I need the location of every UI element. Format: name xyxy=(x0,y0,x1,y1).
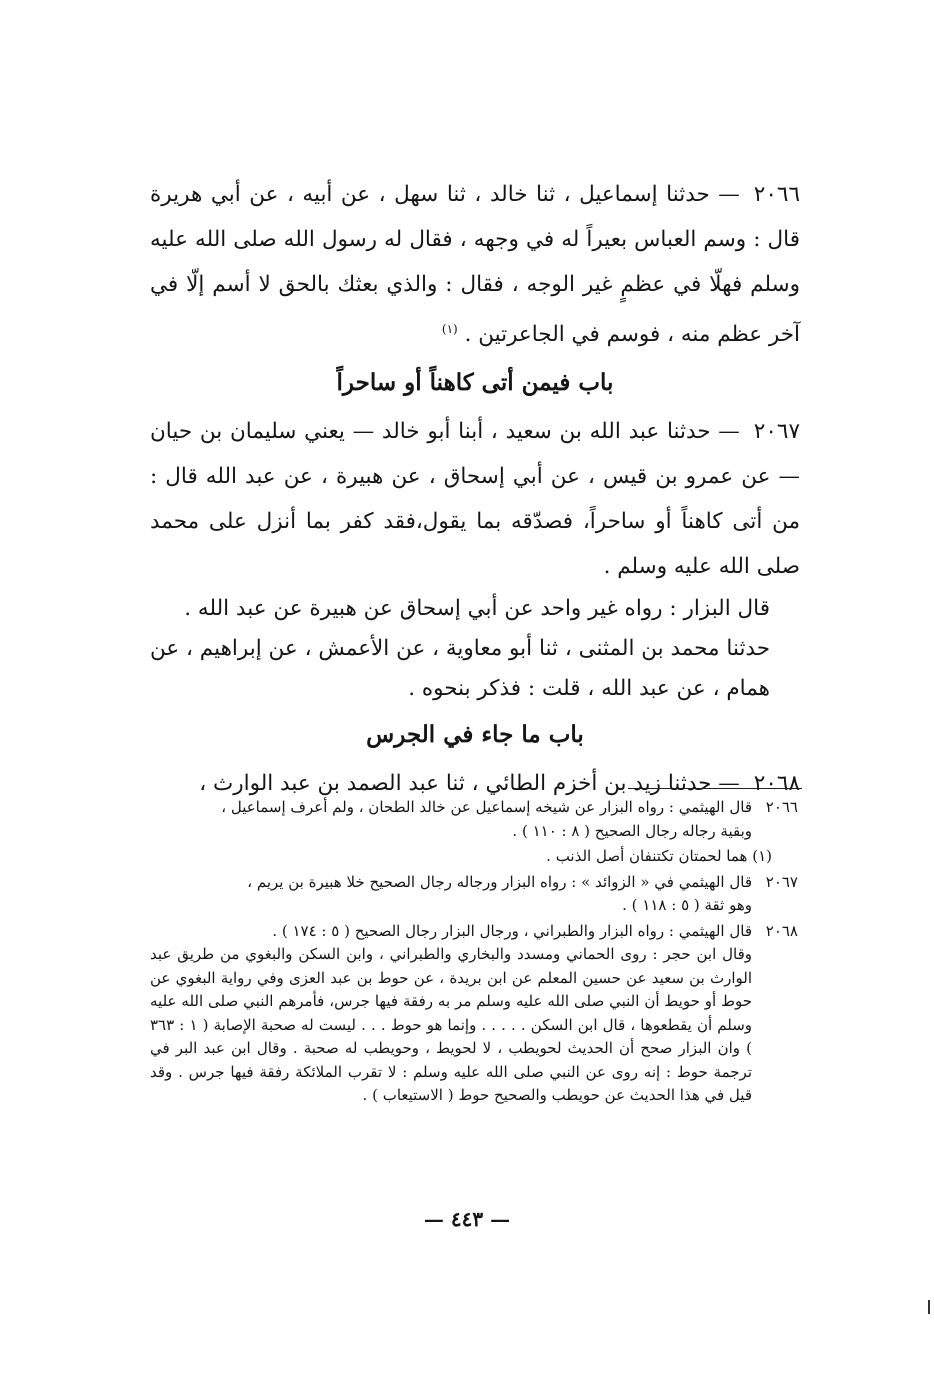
bazzar-note: قال البزار : رواه غير واحد عن أبي إسحاق عن هبيرة عن عبد الله . xyxy=(184,596,770,622)
footnote-marker: (١) xyxy=(441,322,458,336)
footnote-2067 xyxy=(150,871,798,918)
footnote-number: ٢٠٦٨ xyxy=(765,921,798,940)
scan-edge-mark xyxy=(928,1300,930,1314)
footnote-text: وقال ابن حجر : روى الحماني ومسدد والبخاري والطبراني ، وابن السكن والبغوي من طريق عبد الوارث بن سعيد عن حسين المعلم عن ابن بريدة ، عن حوط بن عبد العزى وفي رواية البغوي عن حوط أو حويط أن النبي صلى الله عليه وسلم مر به رفقة فيها جرس، فأمرهم النبي صلى الله عليه وسلم أن يقطعوها ، قال ابن السكن . . . . . وإنما هو حوط . . . ليست له صحبة الإصابة ( ١ : ٣٦٣ ) وان البزار صحح أن الحديث لحويطب ، لا لحويط ، وحويطب له صحبة . وقال ابن عبد البر في ترجمة حوط : إنه روى عن النبي صلى الله عليه وسلم : لا تقرب الملائكة رفقة فيها جرس . وقد قيل في هذا الحديث عن حويطب والصحيح حوط ( الاستيعاب ) . xyxy=(150,945,753,1104)
hadith-number: ٢٠٦٧ xyxy=(753,419,800,445)
footnotes xyxy=(150,796,798,1110)
page-number: — ٤٤٣ — xyxy=(423,1207,511,1231)
hadith-number: ٢٠٦٦ xyxy=(753,182,800,207)
hadith-number: ٢٠٦٨ xyxy=(753,771,800,797)
hadith-text: — حدثنا إسماعيل ، ثنا خالد ، ثنا سهل ، عن أبيه ، عن أبي هريرة قال : وسم العباس بعيراً له في وجهه ، فقال له رسول الله صلى الله عليه وسلم فهلّا في عظمٍ غير الوجه ، فقال : والذي بعثك بالحق لا أسم إلّا في آخر عظم منه ، فوسم في الجاعرتين . xyxy=(150,182,800,348)
footnote-line: وهو ثقة ( ٥ : ١١٨ ) . xyxy=(622,896,752,914)
main-text xyxy=(150,172,800,806)
footnote-number: ٢٠٦٦ xyxy=(765,798,798,816)
footnote-line: هما لحمتان تكتنفان أصل الذنب . xyxy=(546,847,748,865)
hadith-2067 xyxy=(150,409,800,589)
footnote-1 xyxy=(150,845,798,869)
hadith-text: — حدثنا عبد الله بن سعيد ، أبنا أبو خالد — يعني سليمان بن حيان — عن عمرو بن قيس ، عن أبي إسحاق ، عن هبيرة ، عن عبد الله قال : من أتى كاهناً أو ساحراً، فصدّقه بما يقول،فقد كفر بما أنزل على محمد صلى الله عليه وسلم . xyxy=(150,419,800,580)
footnote-separator xyxy=(628,788,802,789)
footnote-2066 xyxy=(150,796,798,843)
footnote-line: وبقية رجاله رجال الصحيح ( ٨ : ١١٠ ) . xyxy=(512,821,752,840)
chapter-heading: باب ما جاء في الجرس xyxy=(366,721,584,749)
hadith-text: — حدثنا زيد بن أخزم الطائي ، ثنا عبد الصمد بن عبد الوارث ، xyxy=(199,771,740,797)
footnote-number: ٢٠٦٧ xyxy=(765,872,798,891)
footnote-line: قال الهيثمي في « الزوائد » : رواه البزار ورجاله رجال الصحيح خلا هبيرة بن يريم ، xyxy=(247,872,752,891)
footnote-marker: (١) xyxy=(752,847,772,865)
bazzar-chain: حدثنا محمد بن المثنى ، ثنا أبو معاوية ، عن الأعمش ، عن إبراهيم ، عن همام ، عن عبد الله ، قلت : فذكر بنحوه . xyxy=(149,636,770,702)
footnote-line: قال الهيثمي : رواه البزار والطبراني ، ورجال البزار رجال الصحيح ( ٥ : ١٧٤ ) . xyxy=(272,921,752,940)
footnote-2068 xyxy=(150,920,798,1108)
hadith-2066 xyxy=(150,172,800,357)
footnote-line: قال الهيثمي : رواه البزار عن شيخه إسماعيل عن خالد الطحان ، ولم أعرف إسماعيل ، xyxy=(221,798,752,816)
chapter-heading: باب فيمن أتى كاهناً أو ساحراً xyxy=(336,369,614,397)
